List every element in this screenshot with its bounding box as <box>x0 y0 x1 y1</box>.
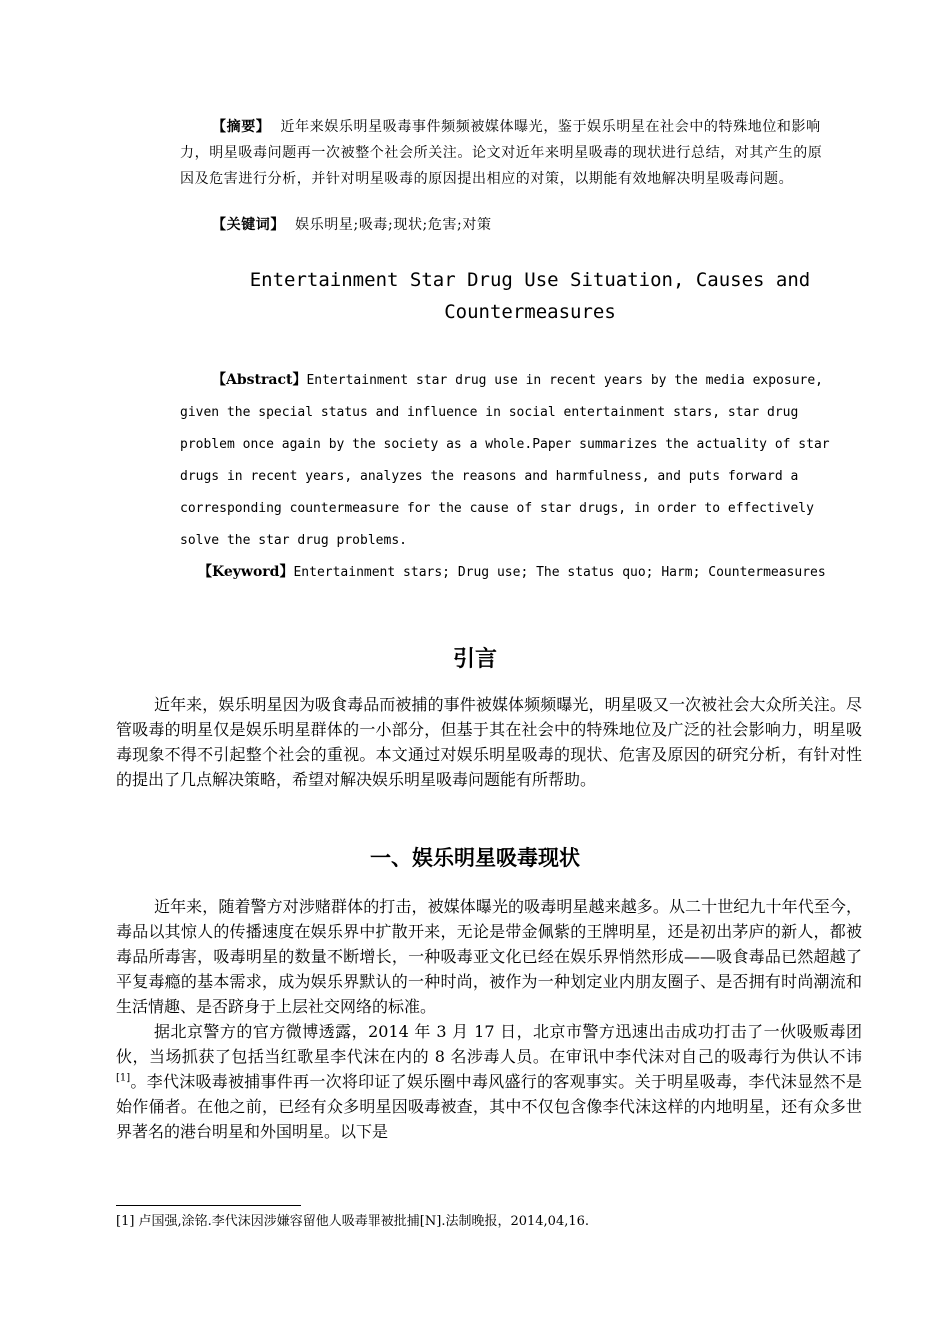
chinese-abstract-text: 近年来娱乐明星吸毒事件频频被媒体曝光，鉴于娱乐明星在社会中的特殊地位和影响力，明星吸毒问题再一次被整个社会所关注。论文对近年来明星吸毒的现状进行总结，对其产生的原因及危害进行分析，并针对明星吸毒的原因提出相应的对策，以期能有效地解决明星吸毒问题。 <box>180 119 823 187</box>
english-keywords-label: 【Keyword】 <box>198 564 294 580</box>
chinese-abstract <box>180 114 830 192</box>
paragraph-2-text-b: 。李代沫吸毒被捕事件再一次将印证了娱乐圈中毒风盛行的客观事实。关于明星吸毒，李代沫显然不是始作俑者。在他之前，已经有众多明星因吸毒被查，其中不仅包含像李代沫这样的内地明星，还有众多世界著名的港台明星和外国明星。以下是 <box>116 1072 862 1141</box>
section1-body <box>116 894 862 1144</box>
english-abstract-label: 【Abstract】 <box>212 372 307 388</box>
chinese-keywords <box>212 212 492 238</box>
intro-paragraph: 近年来，娱乐明星因为吸食毒品而被捕的事件被媒体频频曝光，明星吸又一次被社会大众所关注。尽管吸毒的明星仅是娱乐明星群体的一小部分，但基于其在社会中的特殊地位及广泛的社会影响力，明星吸毒现象不得不引起整个社会的重视。本文通过对娱乐明星吸毒的现状、危害及原因的研究分析，有针对性的提出了几点解决策略，希望对解决娱乐明星吸毒问题能有所帮助。 <box>116 695 862 789</box>
intro-body <box>116 692 862 792</box>
paragraph-2-text-a: 据北京警方的官方微博透露，2014 年 3 月 17 日，北京市警方迅速出击成功打击了一伙吸贩毒团伙，当场抓获了包括当红歌星李代沫在内的 8 名涉毒人员。在审讯中李代沫对自己的吸毒行为供认不讳 <box>116 1022 862 1066</box>
footnote-reference[interactable]: [1] <box>116 1072 131 1084</box>
english-abstract-text: Entertainment star drug use in recent years by the media exposure, given the special status and influence in social entertainment stars, star drug problem once again by the society as a whole.Paper summarizes the actuality of star drugs in recent years, analyzes the reasons and harmfulness, and puts forward a corresponding countermeasure for the cause of star drugs, in order to effectively solve the star drug problems. <box>180 373 830 548</box>
english-keywords-text: Entertainment stars; Drug use; The status quo; Harm; Countermeasures <box>293 565 826 580</box>
section1-paragraph-1: 近年来，随着警方对涉赌群体的打击，被媒体曝光的吸毒明星越来越多。从二十世纪九十年代至今，毒品以其惊人的传播速度在娱乐界中扩散开来，无论是带金佩紫的王牌明星，还是初出茅庐的新人，都被毒品所毒害，吸毒明星的数量不断增长，一种吸毒亚文化已经在娱乐界悄然形成——吸食毒品已然超越了平复毒瘾的基本需求，成为娱乐界默认的一种时尚，被作为一种划定业内朋友圈子、是否拥有时尚潮流和生活情趣、是否跻身于上层社交网络的标准。 <box>116 897 862 1016</box>
section1-heading: 一、娱乐明星吸毒现状 <box>370 846 580 870</box>
chinese-abstract-label: 【摘要】 <box>212 119 271 135</box>
english-abstract <box>180 364 830 557</box>
footnote-divider <box>116 1205 301 1206</box>
chinese-keywords-label: 【关键词】 <box>212 217 285 233</box>
chinese-keywords-text: 娱乐明星;吸毒;现状;危害;对策 <box>295 217 492 233</box>
footnote: [1] 卢国强,涂铭.李代沫因涉嫌容留他人吸毒罪被批捕[N].法制晚报，2014,04,16. <box>116 1214 590 1229</box>
english-keywords <box>180 556 830 589</box>
english-title: Entertainment Star Drug Use Situation, Causes and Countermeasures <box>249 269 811 323</box>
intro-heading: 引言 <box>452 647 497 672</box>
section1-paragraph-2 <box>116 1019 862 1144</box>
